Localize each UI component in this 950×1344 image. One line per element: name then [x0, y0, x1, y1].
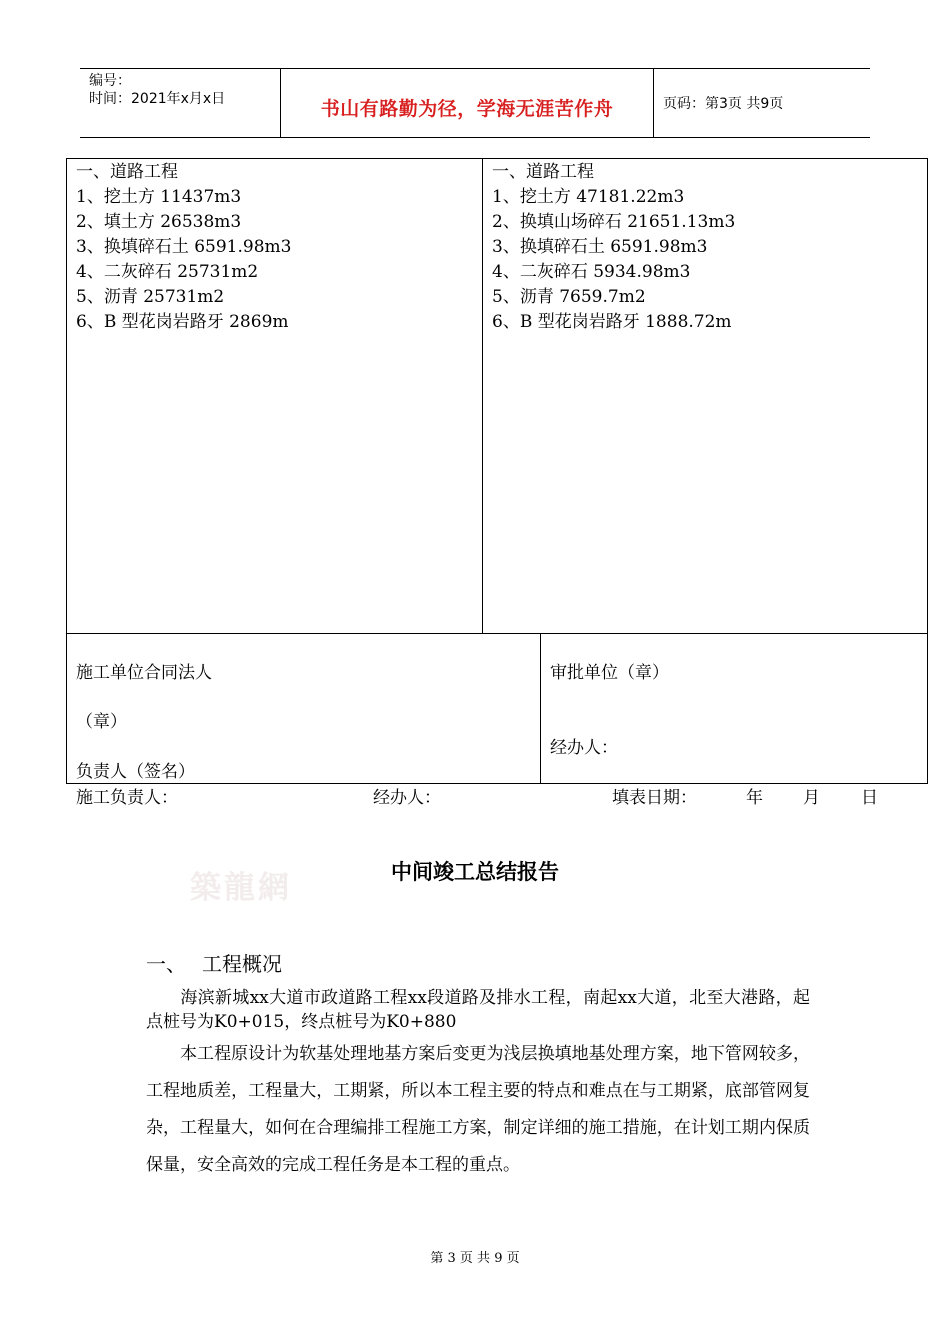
page-header	[80, 68, 870, 138]
right-item: 6、B 型花岗岩路牙 1888.72m	[492, 312, 732, 332]
handler-label: 经办人：	[373, 788, 441, 808]
left-item: 5、沥青 25731m2	[76, 287, 225, 307]
document-time-label: 时间：2021年x月x日	[89, 91, 226, 107]
motto-text: 书山有路勤为径，学海无涯苦作舟	[320, 98, 614, 120]
table-divider-vertical-bottom	[540, 633, 541, 784]
date-year-label: 年	[746, 788, 763, 808]
fill-date-label: 填表日期：	[612, 788, 697, 808]
left-item: 4、二灰碎石 25731m2	[76, 262, 259, 282]
table-divider-vertical-top	[482, 158, 483, 634]
right-column-heading: 一、道路工程	[492, 162, 594, 182]
left-item: 1、挖土方 11437m3	[76, 187, 242, 207]
right-item: 4、二灰碎石 5934.98m3	[492, 262, 691, 282]
paragraph-2-text: 本工程原设计为软基处理地基方案后变更为浅层换填地基处理方案，地下管网较多，工程地质差，工程量大，工期紧，所以本工程主要的特点和难点在与工期紧，底部管网复杂，工程量大，如何在合理编排工程施工方案，制定详细的施工措施，在计划工期内保质保量，安全高效的完成工程任务是本工程的重点。	[146, 1044, 810, 1175]
table-divider-horizontal	[66, 633, 928, 634]
right-item: 3、换填碎石土 6591.98m3	[492, 237, 708, 257]
watermark: 築龍網	[190, 870, 292, 906]
responsible-person-signature-label: 负责人（签名）	[76, 762, 195, 782]
contractor-legal-rep-label: 施工单位合同法人	[76, 663, 212, 683]
approval-handler-label: 经办人：	[550, 738, 618, 758]
overview-paragraph-1	[146, 986, 810, 1034]
paragraph-1-text: 海滨新城xx大道市政道路工程xx段道路及排水工程，南起xx大道，北至大港路，起点桩号为K0+015，终点桩号为K0+880	[146, 988, 810, 1032]
document-number-label: 编号：	[89, 73, 131, 89]
page-number-footer: 第 3 页 共 9 页	[430, 1251, 520, 1266]
left-item: 3、换填碎石土 6591.98m3	[76, 237, 292, 257]
left-item: 2、填土方 26538m3	[76, 212, 242, 232]
approval-unit-label: 审批单位（章）	[550, 663, 669, 683]
header-page-label: 页码：第3页 共9页	[663, 96, 784, 112]
right-item: 2、换填山场碎石 21651.13m3	[492, 212, 736, 232]
left-item: 6、B 型花岗岩路牙 2869m	[76, 312, 289, 332]
section-title: 工程概况	[202, 952, 282, 976]
header-info-cell	[80, 69, 281, 137]
left-quantity-column	[76, 160, 291, 335]
right-item: 1、挖土方 47181.22m3	[492, 187, 685, 207]
right-quantity-column	[492, 160, 735, 335]
overview-paragraph-2	[146, 1036, 810, 1184]
header-motto-cell	[281, 69, 654, 137]
contractor-seal-label: （章）	[76, 712, 127, 732]
header-page-cell	[654, 69, 870, 137]
right-item: 5、沥青 7659.7m2	[492, 287, 646, 307]
date-day-label: 日	[861, 788, 878, 808]
report-title: 中间竣工总结报告	[391, 860, 559, 884]
left-column-heading: 一、道路工程	[76, 162, 178, 182]
section-number: 一、	[146, 952, 186, 976]
section-heading	[146, 948, 282, 977]
construction-lead-label: 施工负责人：	[76, 788, 178, 808]
date-month-label: 月	[803, 788, 820, 808]
